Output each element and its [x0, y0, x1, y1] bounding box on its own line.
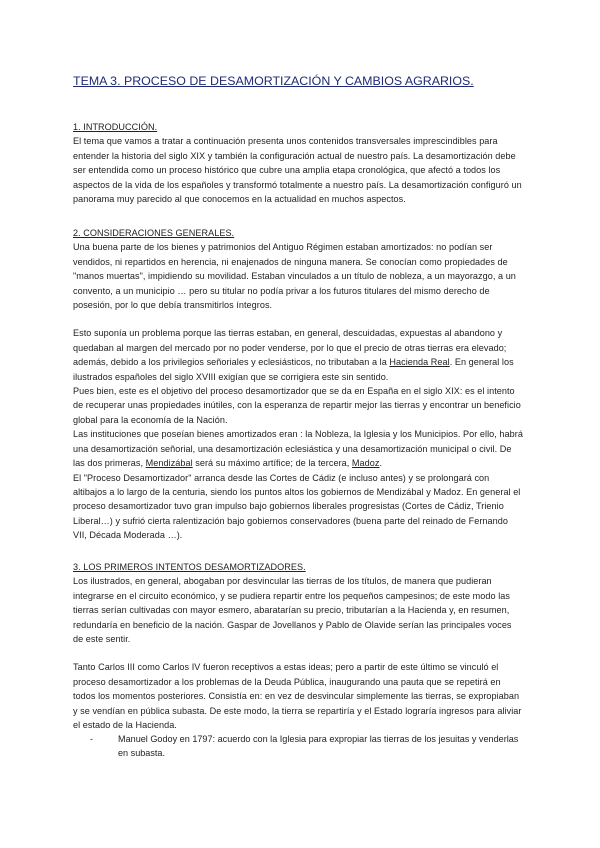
- paragraph-objetivo: Pues bien, este es el objetivo del proceso desamortizador que se da en España en el siglo XIX: es el intento de recuperar unas propiedades inútiles, con la esperanza de repartir mejor las tierras y encontrar un beneficio global para la economía de la Nación.: [73, 386, 521, 425]
- paragraph-ilustrados: Los ilustrados, en general, abogaban por desvincular las tierras de los títulos, de manera que pudieran integrarse en el circuito económico, y se pudiera repartir entre los pequeños campesinos; de este modo las tierras serían cultivadas con mayor esmero, abaratarían su precio, tributarían a la Hacienda y, en resumen, redundaría en beneficio de la nación. Gaspar de Jovellanos y Pablo de Olavide serían las principales voces de este sentir.: [73, 576, 512, 645]
- paragraph-instituciones-mid: será su máximo artífice; de la tercera,: [192, 458, 352, 469]
- hacienda-real-link[interactable]: Hacienda Real: [389, 357, 450, 368]
- section-heading-1: 1. INTRODUCCIÓN.: [73, 122, 158, 132]
- paragraph-instituciones-end: .: [379, 458, 383, 469]
- mendizabal-link[interactable]: Mendizábal: [145, 458, 193, 469]
- section-heading-3: 3. LOS PRIMEROS INTENTOS DESAMORTIZADORES.: [73, 562, 306, 572]
- paragraph-problema-end: . En general los ilustrados españoles del siglo XVIII exigían que se corrigiera este sin sentido.: [73, 357, 514, 382]
- paragraph-gap-2: [73, 646, 523, 660]
- section-heading-2: 2. CONSIDERACIONES GENERALES.: [73, 228, 235, 238]
- paragraph-amortizacion: Una buena parte de los bienes y patrimonios del Antiguo Régimen estaban amortizados: no podían ser vendidos, ni repartidos en herencia, ni enajenados de ninguna manera. Se conocían como propiedades de "manos muertas", impidiendo su movilidad. Estaban vinculados a un título de nobleza, a un mayorazgo, a un convento, a un municipio … pero su titular no podía privar a los futuros titulares del mismo derecho de posesión, por lo que debía transmitirlos íntegros.: [73, 242, 516, 311]
- list-item-godoy: Manuel Godoy en 1797: acuerdo con la Iglesia para expropiar las tierras de los jesuitas y venderlas en subasta.: [118, 734, 519, 759]
- paragraph-introduccion: El tema que vamos a tratar a continuación presenta unos contenidos transversales imprescindibles para entender la historia del siglo XIX y también la configuración actual de nuestro país. La desamortización debe ser entendida como un proceso histórico que cubre una amplia etapa cronológica, que afectó a todos los aspectos de la vida de los españoles y transformó totalmente a nuestro país. La desamortización configuró un panorama muy parecido al que conocemos en la actualidad en muchos aspectos.: [73, 136, 522, 205]
- section-consideraciones: [73, 226, 523, 543]
- paragraph-instituciones-text: Las instituciones que poseían bienes amortizados eran : la Nobleza, la Iglesia y los Municipios. Por ello, habrá una desamortización señorial, una desamortización eclesiástica y una desamortización municipal o civil. De las dos primeras,: [73, 429, 523, 469]
- paragraph-gap: [73, 312, 523, 326]
- list-item: [90, 732, 520, 761]
- document-title: TEMA 3. PROCESO DE DESAMORTIZACIÓN Y CAMBIOS AGRARIOS.: [73, 74, 474, 88]
- section-introduccion: [73, 120, 523, 206]
- madoz-link[interactable]: Madoz: [351, 458, 380, 469]
- paragraph-problema: [73, 326, 523, 384]
- paragraph-problema-text: Esto suponía un problema porque las tierras estaban, en general, descuidadas, expuestas al abandono y quedaban al margen del mercado por no poder venderse, por lo que el precio de otras tierras era elevado; además, debido a los privilegios señoriales y eclesiásticos, no tributaban a la: [73, 328, 507, 368]
- paragraph-carlos: Tanto Carlos III como Carlos IV fueron receptivos a estas ideas; pero a partir de este último se vinculó el proceso desamortizador a los problemas de la Deuda Pública, inaugurando una pauta que se repetirá en todos los momentos posteriores. Consistía en: en vez de desvincular simplemente las tierras, se expropiaban y se vendían en pública subasta. De este modo, la tierra se repartiría y el Estado lograría ingresos para aliviar el estado de la Hacienda.: [73, 662, 522, 731]
- paragraph-instituciones: [73, 427, 523, 470]
- paragraph-proceso: El "Proceso Desamortizador" arranca desde las Cortes de Cádiz (e incluso antes) y se prolongará con altibajos a lo largo de la centuria, siendo los puntos altos los gobiernos de Mendizábal y Madoz. En general el proceso desamortizador tuvo gran impulso bajo gobiernos liberales progresistas (Cortes de Cádiz, Trienio Liberal…) y sufrió cierta ralentización bajo gobiernos conservadores (buena parte del reinado de Fernando VII, Década Moderada …).: [73, 472, 521, 541]
- bullet-marker: -: [90, 734, 94, 744]
- section-primeros-intentos: [73, 560, 523, 732]
